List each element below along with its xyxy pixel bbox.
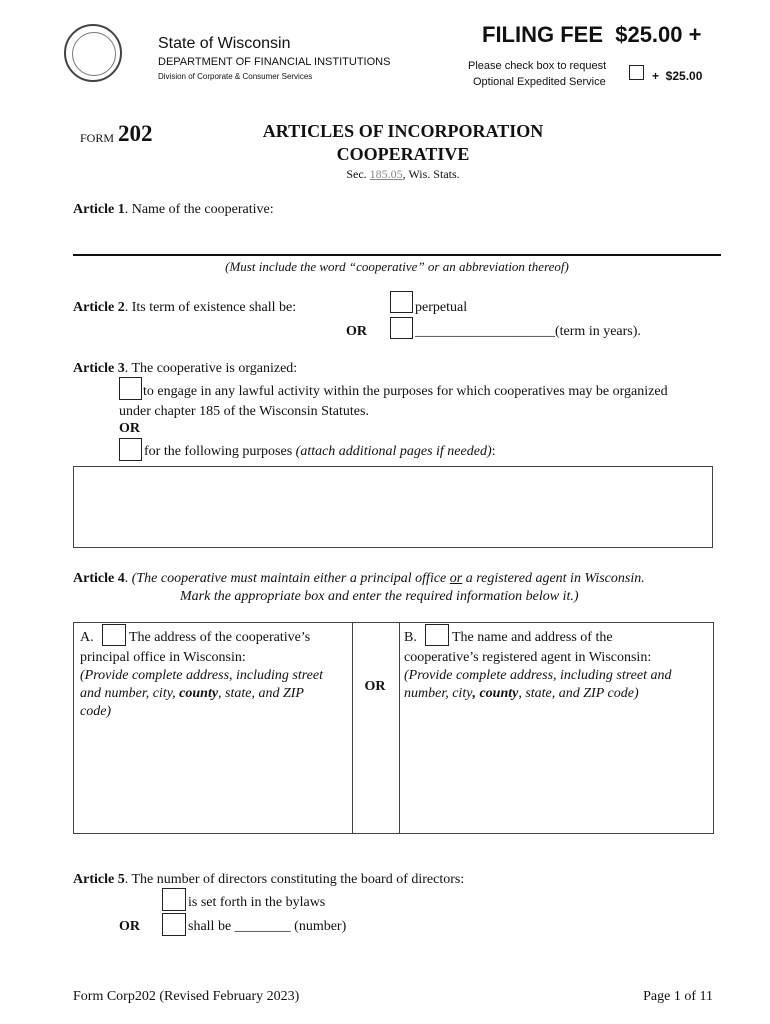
purposes-checkbox[interactable] [119, 438, 142, 461]
article-4-or-column [352, 623, 400, 833]
lawful-activity-checkbox[interactable] [119, 377, 142, 400]
form-label: FORM [80, 131, 115, 145]
bylaws-checkbox[interactable] [162, 888, 186, 911]
article-4-intro-2: Mark the appropriate box and enter the required information below it.) [180, 589, 579, 604]
form-title-2: COOPERATIVE [336, 144, 470, 164]
expedite-text-1: Please check box to request [468, 60, 607, 72]
state-seal-logo [64, 24, 122, 82]
article-3-or: OR [119, 421, 140, 436]
article-1-label: Article 1. Name of the cooperative: [73, 202, 274, 217]
purposes-text: for the following purposes (attach additional pages if needed): [144, 444, 496, 459]
cell-b-line-4: number, city, county, state, and ZIP code) [404, 686, 639, 701]
cell-a-line-2: principal office in Wisconsin: [80, 650, 246, 665]
cell-b-label: B. [404, 630, 417, 645]
article-5-label: Article 5. The number of directors constituting the board of directors: [73, 872, 465, 887]
cell-a-label: A. [80, 630, 94, 645]
article-2-or: OR [346, 324, 367, 339]
term-years-field[interactable]: ____________________(term in years). [415, 324, 641, 339]
article-2-label: Article 2. Its term of existence shall be: [73, 300, 297, 315]
form-title-1: ARTICLES OF INCORPORATION [262, 121, 544, 141]
article-4-intro-1: Article 4. (The cooperative must maintain either a principal office or a registered agent in Wisconsin. [73, 571, 645, 586]
expedite-checkbox[interactable] [629, 65, 644, 80]
page-number: Page 1 of 11 [643, 989, 713, 1004]
statute-reference: Sec. 185.05, Wis. Stats. [346, 167, 460, 181]
lawful-activity-text-2: under chapter 185 of the Wisconsin Statutes. [119, 404, 369, 419]
directors-number-checkbox[interactable] [162, 913, 186, 936]
term-years-checkbox[interactable] [390, 317, 413, 339]
perpetual-checkbox[interactable] [390, 291, 413, 313]
division-name: Division of Corporate & Consumer Services [158, 72, 313, 81]
perpetual-option: perpetual [415, 300, 468, 315]
cell-a-line-5: code) [80, 704, 112, 719]
lawful-activity-text-1: to engage in any lawful activity within the purposes for which cooperatives may be organized [143, 384, 668, 399]
statute-link[interactable]: 185.05 [369, 167, 403, 181]
article-4-or: OR [364, 679, 386, 694]
name-field-line[interactable] [73, 254, 721, 256]
form-revision: Form Corp202 (Revised February 2023) [73, 989, 300, 1004]
cell-a-line-3: (Provide complete address, including street [80, 668, 323, 683]
expedite-fee: + $25.00 [652, 69, 703, 83]
filing-fee: FILING FEE $25.00 + [482, 22, 702, 47]
cell-b-line-1: The name and address of the [452, 630, 613, 645]
article-3-label: Article 3. The cooperative is organized: [73, 361, 298, 376]
article-5-or: OR [119, 919, 140, 934]
principal-office-checkbox[interactable] [102, 624, 126, 646]
article-1-note: (Must include the word “cooperative” or an abbreviation thereof) [225, 259, 569, 274]
directors-number-field[interactable]: shall be ________ (number) [188, 919, 347, 934]
registered-agent-checkbox[interactable] [425, 624, 449, 646]
purposes-textbox[interactable] [73, 466, 713, 548]
bylaws-option: is set forth in the bylaws [188, 895, 326, 910]
cell-a-line-1: The address of the cooperative’s [129, 630, 311, 645]
cell-b-line-3: (Provide complete address, including street and [404, 668, 672, 683]
department-name: DEPARTMENT OF FINANCIAL INSTITUTIONS [158, 56, 391, 68]
form-number: 202 [118, 121, 153, 146]
cell-a-line-4: and number, city, county, state, and ZIP [80, 686, 304, 701]
state-name: State of Wisconsin [158, 35, 291, 52]
cell-b-line-2: cooperative’s registered agent in Wisconsin: [404, 650, 652, 665]
expedite-text-2: Optional Expedited Service [473, 76, 606, 88]
